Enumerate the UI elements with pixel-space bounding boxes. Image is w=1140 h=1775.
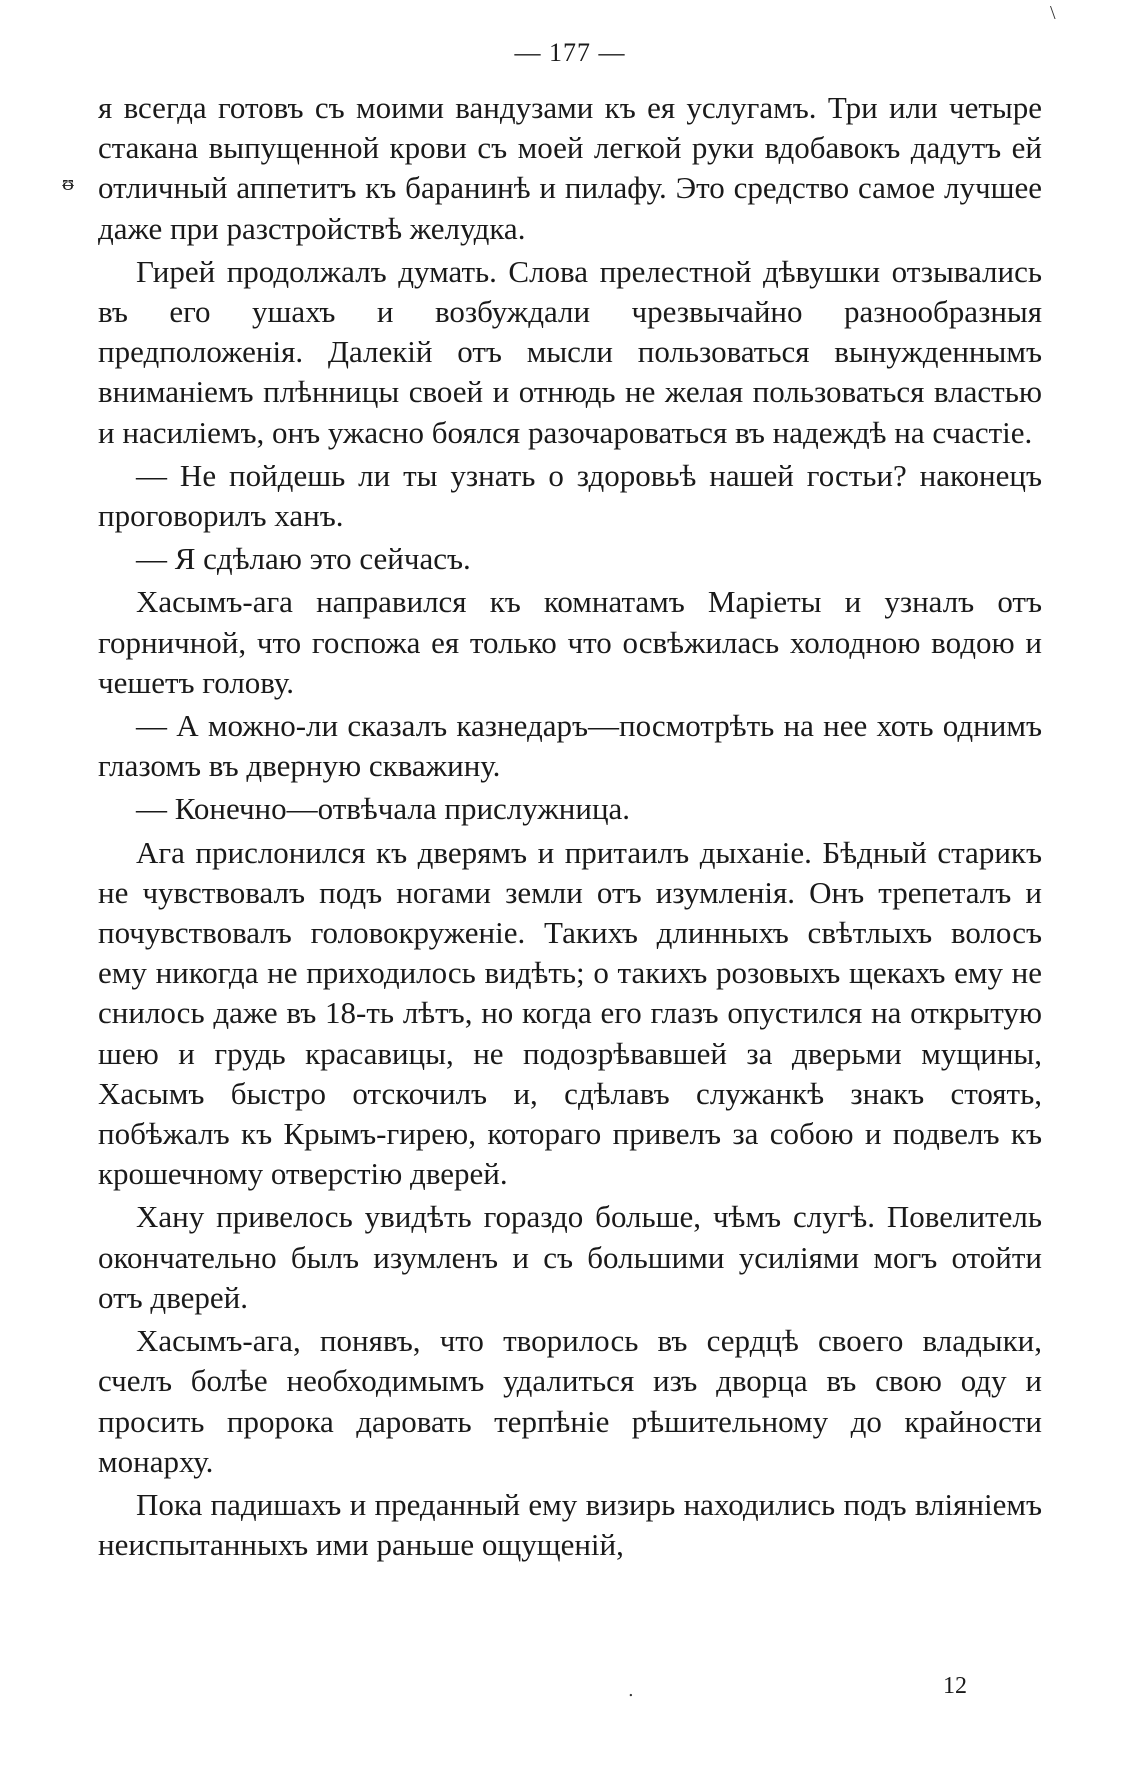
body-text bbox=[98, 88, 1042, 1568]
paragraph: — Конечно—отвѣчала прислужница. bbox=[136, 791, 631, 827]
paragraph: — Я сдѣлаю это сейчасъ. bbox=[136, 541, 471, 577]
margin-mark: \ bbox=[1050, 2, 1056, 24]
paragraph: Ага прислонился къ дверямъ и притаилъ дыханіе. Бѣдный старикъ не чувствовалъ подъ ногами земли отъ изумленія. Онъ трепеталъ и почувствовалъ головокруженіе. Такихъ длинныхъ свѣтлыхъ волосъ ему никогда не приходилось видѣть; о такихъ розовыхъ щекахъ ему не снилось даже въ 18-ть лѣтъ, но когда его глазъ опустился на открытую шею и грудь красавицы, не подозрѣвавшей за дверьми мущины, Хасымъ быстро отскочилъ и, сдѣлавъ служанкѣ знакъ стоять, побѣжалъ къ Крымъ-гирею, котораго привелъ за собою и подвелъ къ крошечному отверстію дверей. bbox=[98, 834, 1042, 1192]
paragraph: — Не пойдешь ли ты узнать о здоровьѣ нашей гостьи? наконецъ проговорилъ ханъ. bbox=[98, 457, 1042, 534]
paragraph: Гирей продолжалъ думать. Слова прелестной дѣвушки отзывались въ его ушахъ и возбуждали чрезвычайно разнообразныя предположенія. Далекій отъ мысли пользоваться вынужденнымъ вниманіемъ плѣнницы своей и отнюдь не желая пользоваться властью и насиліемъ, онъ ужасно боялся разочароваться въ надеждѣ на счастіе. bbox=[98, 253, 1042, 450]
paragraph: Пока падишахъ и преданный ему визирь находились подъ вліяніемъ неиспытанныхъ ими раньше ощущеній, bbox=[98, 1486, 1042, 1563]
side-margin-mark: ᵿ bbox=[62, 170, 75, 195]
paragraph: — А можно-ли сказалъ казнедаръ—посмотрѣть на нее хоть однимъ глазомъ въ дверную скважину. bbox=[98, 708, 1042, 784]
paragraph: Хану привелось увидѣть гораздо больше, чѣмъ слугѣ. Повелитель окончательно былъ изумленъ и съ большими усиліями могъ отойти отъ дверей. bbox=[98, 1199, 1042, 1315]
paragraph: я всегда готовъ съ моими вандузами къ ея услугамъ. Три или четыре стакана выпущенной крови съ моей легкой руки вдобавокъ дадутъ ей отличный аппетитъ къ баранинѣ и пилафу. Это средство самое лучшее даже при разстройствѣ желудка. bbox=[98, 90, 1042, 246]
bottom-dot: . bbox=[628, 1680, 634, 1701]
signature-mark: 12 bbox=[943, 1673, 967, 1699]
paragraph: Хасымъ-ага направился къ комнатамъ Маріеты и узналъ отъ горничной, что госпожа ея только что освѣжилась холодною водою и чешетъ голову. bbox=[98, 584, 1042, 700]
paragraph: Хасымъ-ага, понявъ, что творилось въ сердцѣ своего владыки, счелъ болѣе необходимымъ удалиться изъ дворца въ свою оду и просить пророка даровать терпѣніе рѣшительному до крайности монарху. bbox=[98, 1323, 1042, 1479]
page-number: — 177 — bbox=[514, 38, 626, 67]
